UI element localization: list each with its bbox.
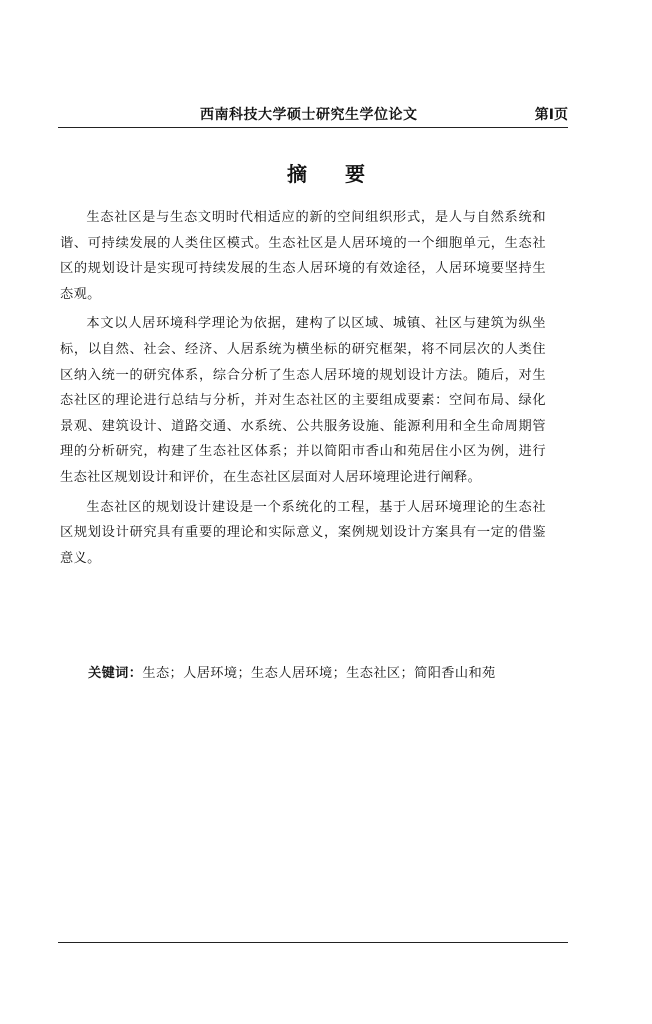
abstract-paragraph-3: 生态社区的规划设计建设是一个系统化的工程，基于人居环境理论的生态社区规划设计研究具有重要的理论和实际意义，案例规划设计方案具有一定的借鉴意义。 [60,499,546,566]
abstract-title: 摘要 [287,162,403,186]
abstract-paragraph-1: 生态社区是与生态文明时代相适应的新的空间组织形式，是人与自然系统和谐、可持续发展的人类住区模式。生态社区是人居环境的一个细胞单元，生态社区的规划设计是实现可持续发展的生态人居环境的有效途径，人居环境要坚持生态观。 [60,210,546,302]
footer-rule [58,942,568,943]
header-rule [58,127,568,128]
keywords-line [88,662,496,681]
abstract-paragraph-2: 本文以人居环境科学理论为依据，建构了以区域、城镇、社区与建筑为纵坐标，以自然、社会、经济、人居系统为横坐标的研究框架，将不同层次的人类住区纳入统一的研究体系，综合分析了生态人居环境的规划设计方法。随后，对生态社区的理论进行总结与分析，并对生态社区的主要组成要素：空间布局、绿化景观、建筑设计、道路交通、水系统、公共服务设施、能源利用和全生命周期管理的分析研究，构建了生态社区体系；并以简阳市香山和苑居住小区为例，进行生态社区规划设计和评价，在生态社区层面对人居环境理论进行阐释。 [60,316,546,485]
header-page-number: 第I页 [534,107,568,123]
abstract-body [60,205,546,575]
keywords-list: 生态；人居环境；生态人居环境；生态社区；简阳香山和苑 [142,666,496,681]
page-header [60,104,568,126]
header-title: 西南科技大学硕士研究生学位论文 [200,107,418,123]
keywords-label: 关键词： [88,666,143,681]
